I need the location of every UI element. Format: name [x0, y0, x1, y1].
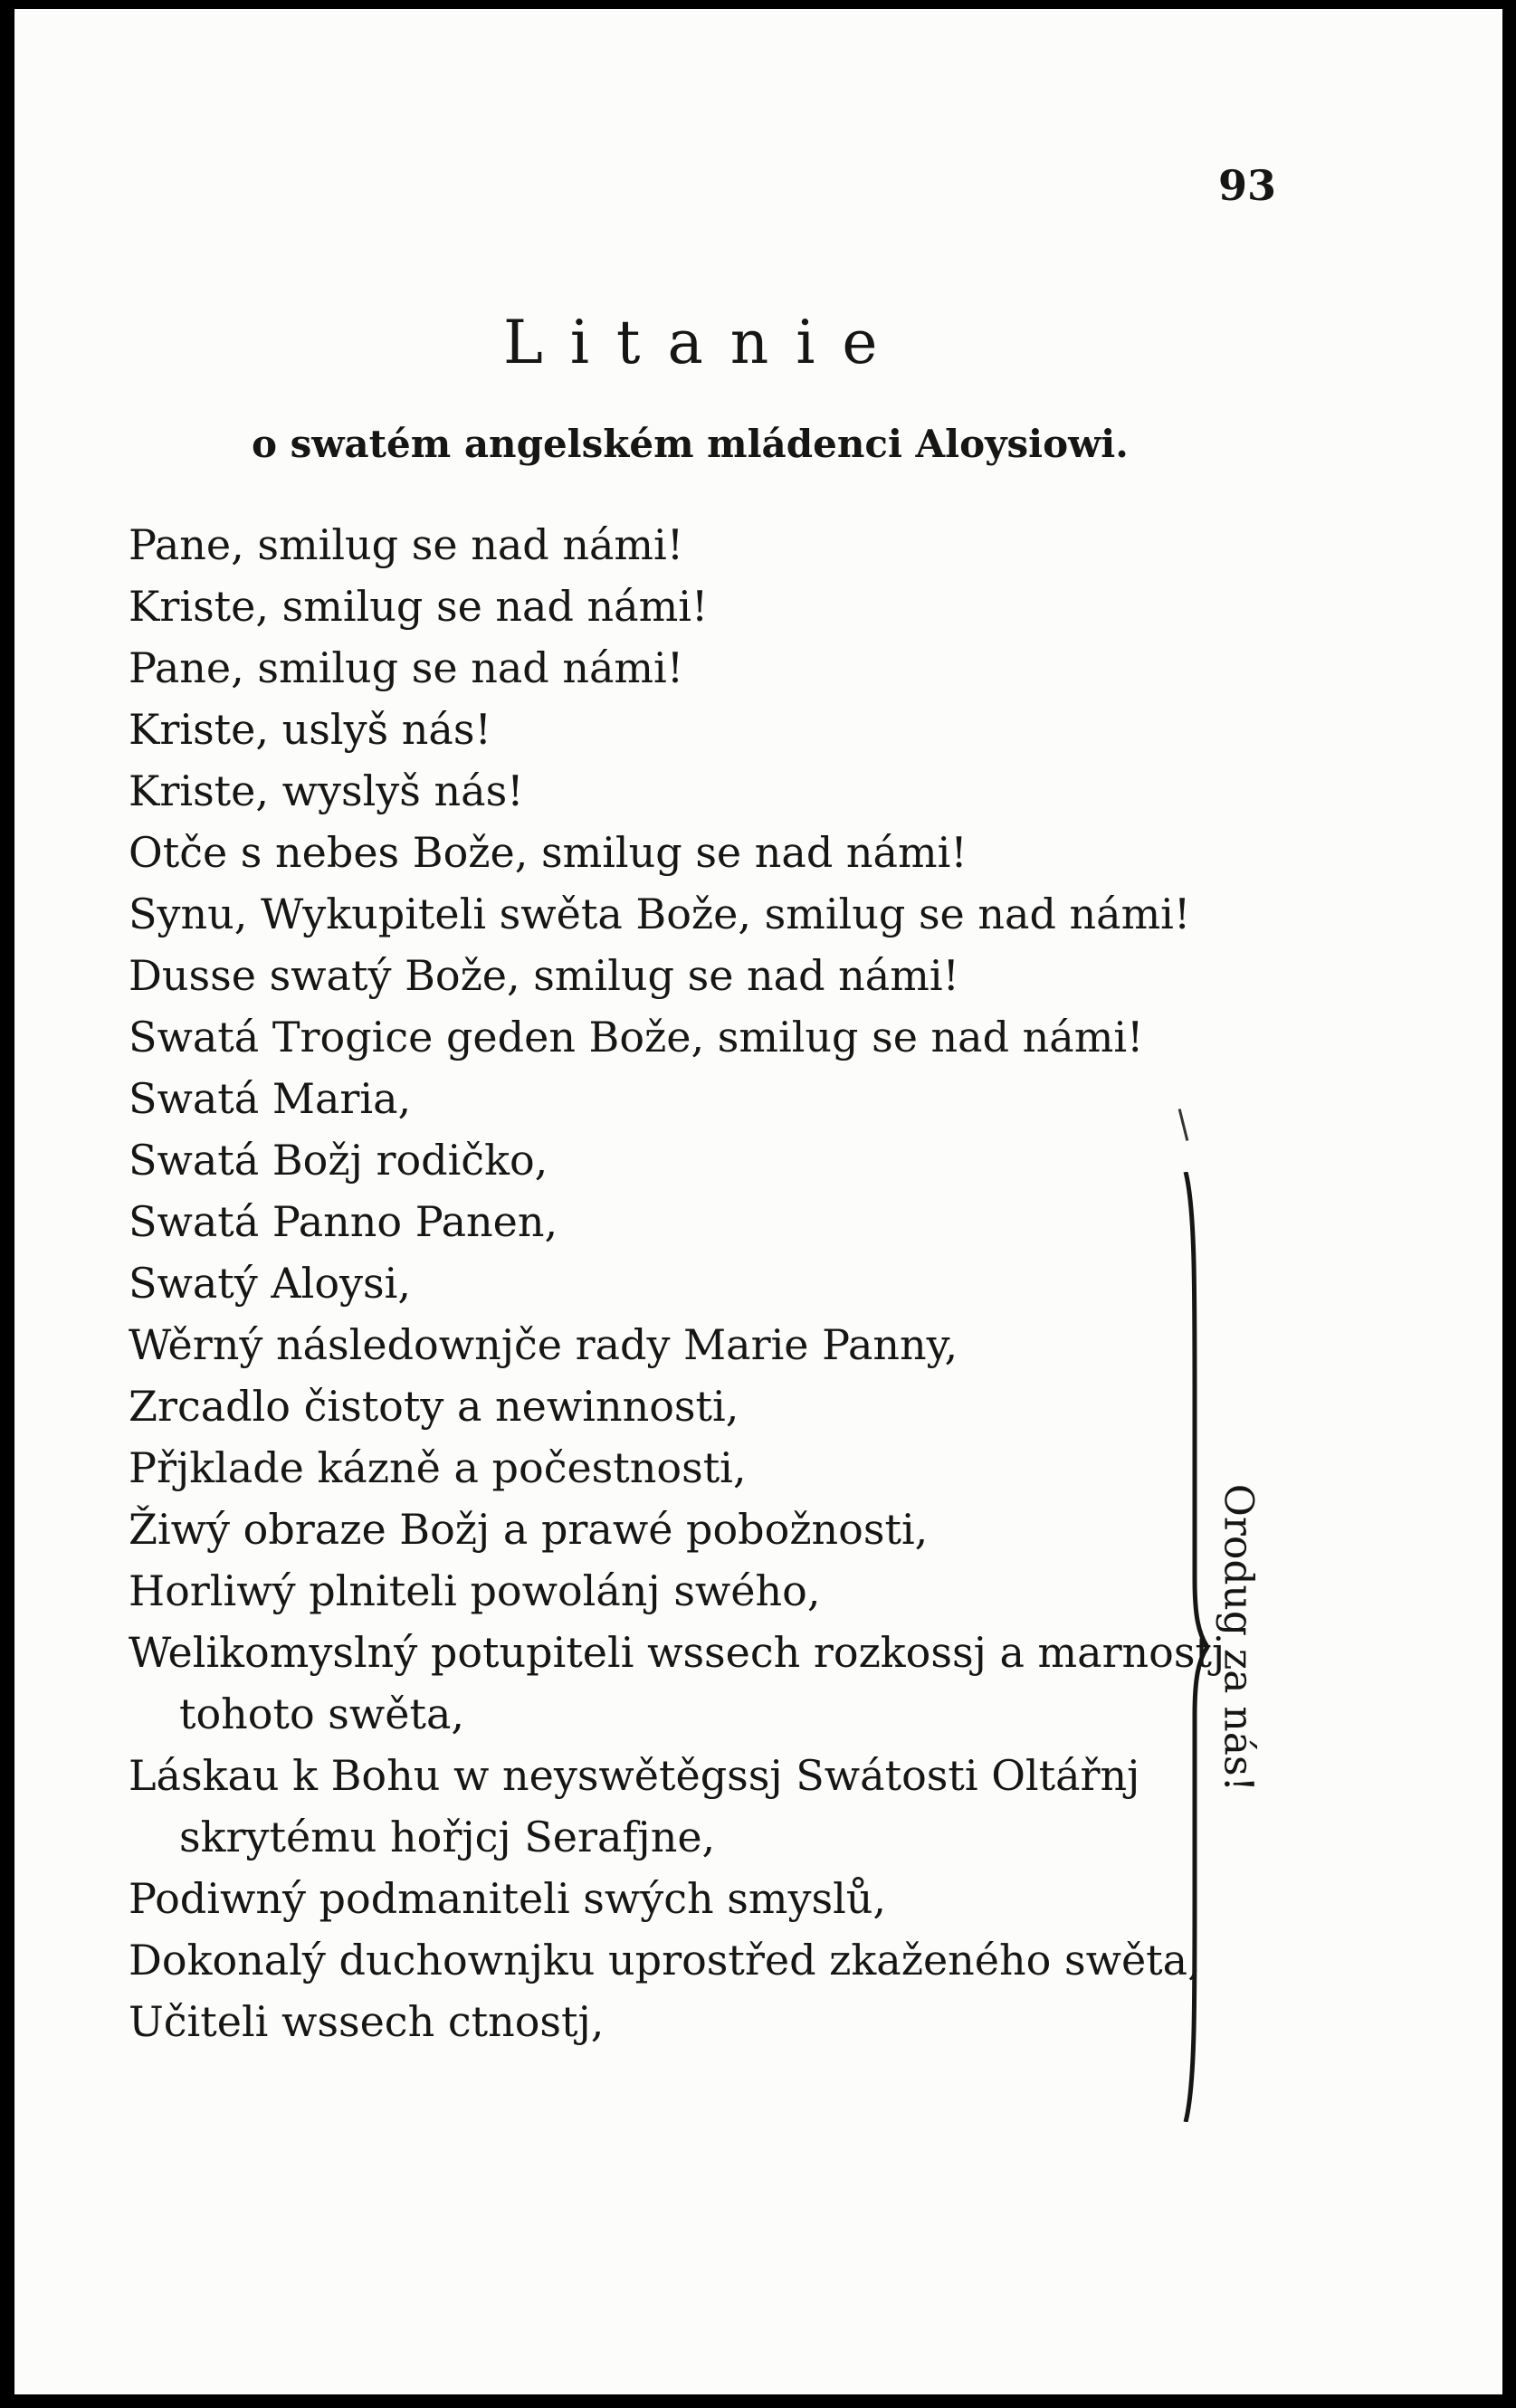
invocation-line: Wěrný následownjče rady Marie Panny,: [129, 1320, 958, 1369]
litany-invocations: [114, 514, 1225, 2052]
invocation-line: Dokonalý duchownjku uprostřed zkaženého swěta,: [129, 1936, 1201, 1984]
invocation-line: Kriste, uslyš nás!: [129, 705, 491, 754]
invocation-line: Swatá Božj rodičko,: [129, 1136, 548, 1185]
curly-brace: [1182, 1172, 1209, 2122]
page-subtitle: o swatém angelském mládenci Aloysiowi.: [252, 422, 1129, 466]
invocation-line: Horliwý plniteli powolánj swého,: [129, 1566, 821, 1615]
invocation-line: Synu, Wykupiteli swěta Bože, smilug se nad námi!: [129, 890, 1191, 938]
book-page: [14, 9, 1502, 2394]
invocation-line: Otče s nebes Bože, smilug se nad námi!: [129, 828, 968, 877]
invocation-line: Podiwný podmaniteli swých smyslů,: [129, 1874, 887, 1923]
invocation-line: Swatý Aloysi,: [129, 1259, 411, 1308]
page-number: 93: [1218, 161, 1277, 210]
invocation-line: Pane, smilug se nad námi!: [129, 520, 684, 569]
invocation-line: Swatá Trogice geden Bože, smilug se nad námi!: [129, 1013, 1144, 1061]
litany-response: Orodug za nás!: [1215, 1483, 1262, 1793]
invocation-continuation: tohoto swěta,: [179, 1689, 465, 1738]
invocation-line: Láskau k Bohu w neyswětěgssj Swátosti Oltářnj skrytému hořjcj Serafjne,: [114, 1745, 1218, 1868]
invocation-line: Pane, smilug se nad námi!: [129, 643, 684, 692]
invocation-line: Dusse swatý Bože, smilug se nad námi!: [129, 951, 960, 1000]
invocation-line: Žiwý obraze Božj a prawé pobožnosti,: [129, 1505, 929, 1554]
invocation-line: Swatá Panno Panen,: [129, 1197, 558, 1246]
invocation-line: Přjklade kázně a počestnosti,: [129, 1443, 747, 1492]
invocation-line: Učiteli wssech ctnostj,: [129, 1997, 605, 2046]
page-title: Litanie: [503, 308, 905, 377]
invocation-line: Kriste, smilug se nad námi!: [129, 582, 709, 631]
invocation-line: Welikomyslný potupiteli wssech rozkossj a marnostj tohoto swěta,: [114, 1622, 1218, 1745]
invocation-line: Swatá Maria,: [129, 1074, 412, 1123]
invocation-line: Zrcadlo čistoty a newinnosti,: [129, 1382, 739, 1431]
invocation-line: Kriste, wyslyš nás!: [129, 766, 524, 815]
invocation-continuation: skrytému hořjcj Serafjne,: [179, 1813, 716, 1861]
